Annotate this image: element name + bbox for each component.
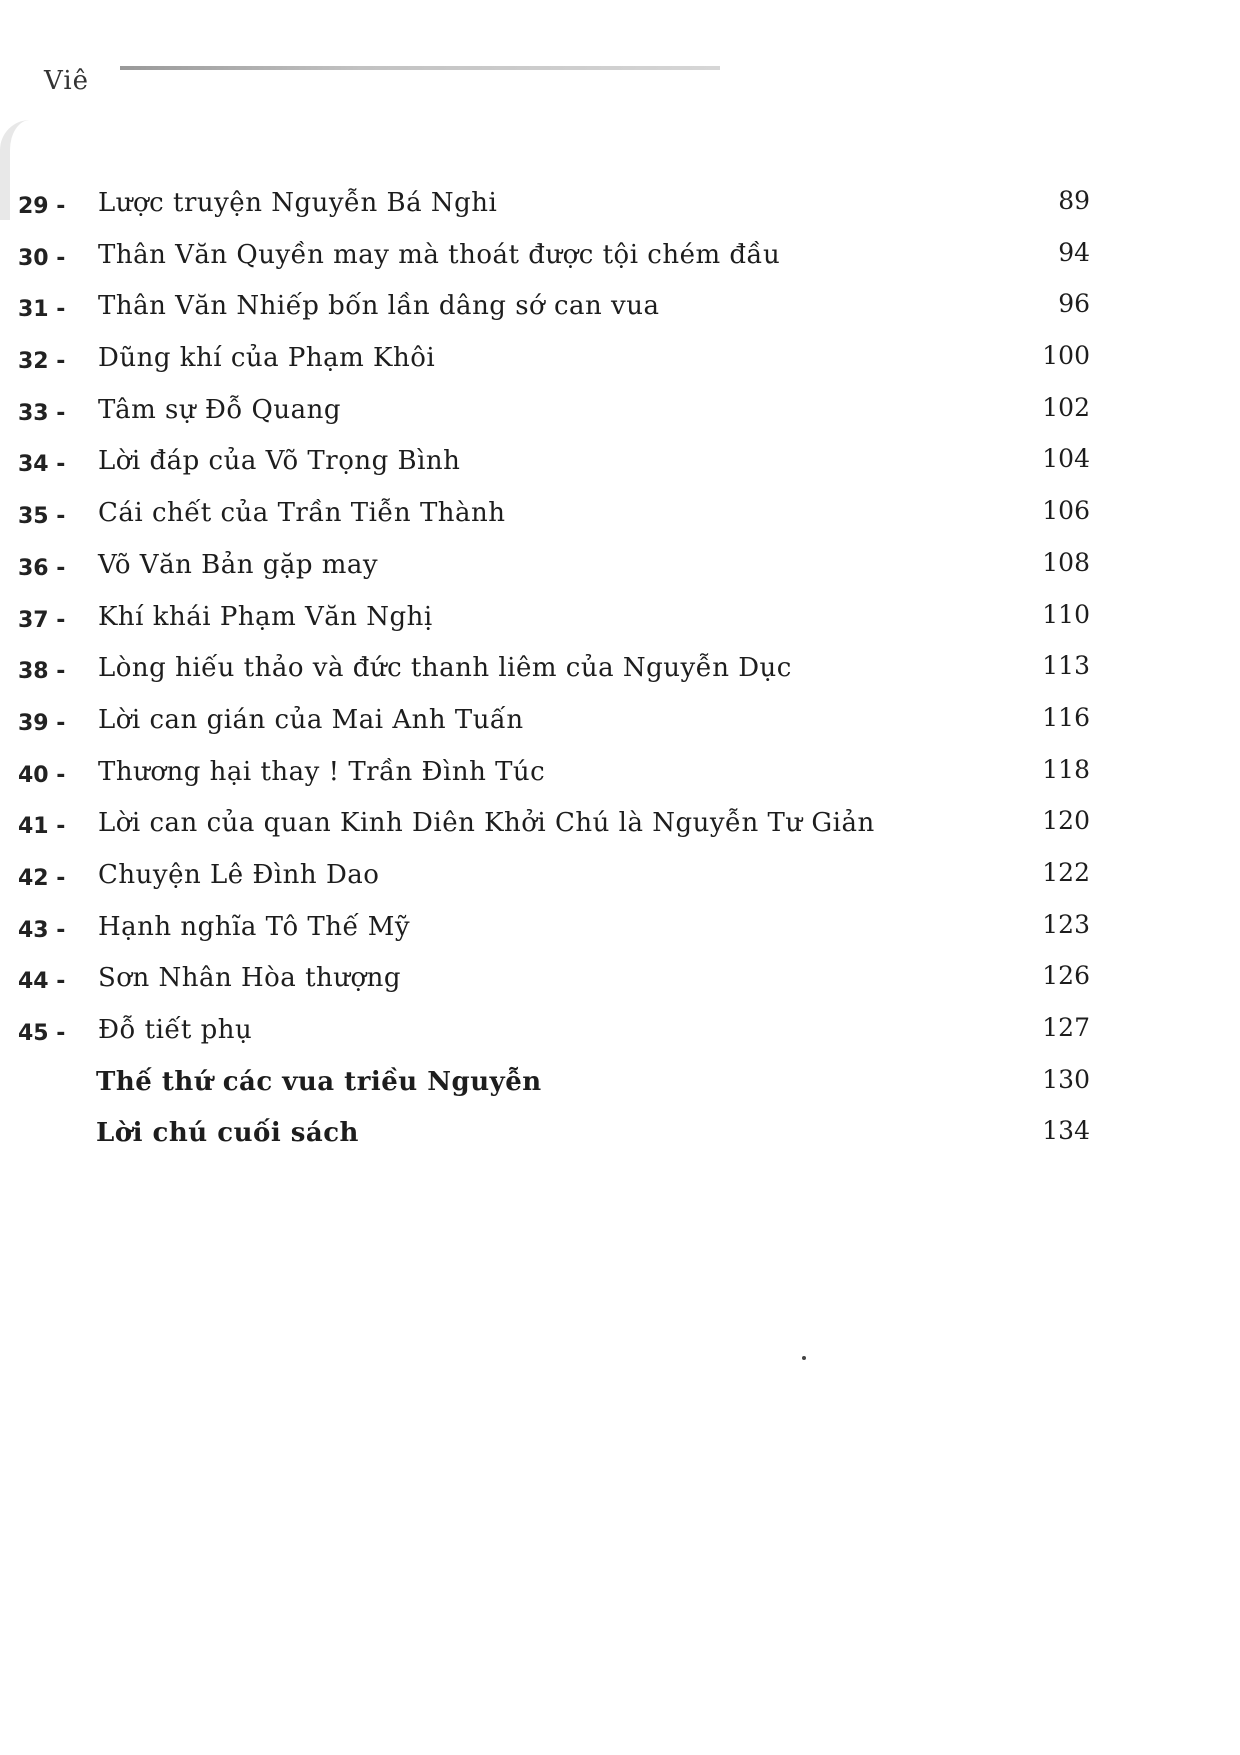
toc-entry-page: 118 xyxy=(1042,754,1090,784)
toc-appendix-page: 130 xyxy=(1042,1064,1090,1094)
toc-entry-page: 94 xyxy=(1058,237,1090,267)
toc-entry-title: Lời can của quan Kinh Diên Khởi Chú là Nguyễn Tư Giản xyxy=(98,808,875,839)
toc-entry-number: 37 - xyxy=(18,607,66,633)
toc-entry-number: 36 - xyxy=(18,555,66,581)
toc-entry-36 xyxy=(0,542,1240,594)
toc-entry-title: Lời can gián của Mai Anh Tuấn xyxy=(98,704,524,735)
toc-entry-39 xyxy=(0,697,1240,749)
toc-appendix-page: 134 xyxy=(1042,1116,1090,1146)
toc-entry-page: 110 xyxy=(1042,599,1090,629)
toc-entry-number: 30 - xyxy=(18,245,66,271)
toc-appendix-title: Lời chú cuối sách xyxy=(96,1118,359,1149)
toc-entry-number: 29 - xyxy=(18,194,66,219)
toc-entry-number: 45 - xyxy=(18,1021,66,1046)
toc-entry-title: Tâm sự Đỗ Quang xyxy=(98,394,341,425)
toc-entry-number: 42 - xyxy=(18,865,66,891)
toc-entry-number: 43 - xyxy=(18,917,66,943)
toc-entry-34 xyxy=(0,438,1240,490)
toc-entry-page: 126 xyxy=(1042,961,1090,991)
toc-entry-42 xyxy=(0,852,1240,904)
toc-entry-page: 104 xyxy=(1042,444,1090,474)
toc-appendix-title: Thế thứ các vua triều Nguyễn xyxy=(96,1066,542,1097)
toc-entry-page: 108 xyxy=(1042,547,1090,577)
toc-appendix-dynasty xyxy=(0,1059,1240,1111)
toc-entry-title: Hạnh nghĩa Tô Thế Mỹ xyxy=(98,911,411,942)
toc-entry-page: 96 xyxy=(1058,289,1090,319)
header-rule xyxy=(120,66,720,70)
toc-entry-43 xyxy=(0,904,1240,956)
toc-entry-title: Đỗ tiết phụ xyxy=(98,1015,253,1045)
toc-entry-31 xyxy=(0,283,1240,335)
toc-entry-title: Dũng khí của Phạm Khôi xyxy=(98,343,436,374)
toc-entry-number: 31 - xyxy=(18,297,66,323)
toc-entry-number: 40 - xyxy=(18,762,66,788)
toc-entry-page: 106 xyxy=(1042,496,1090,526)
toc-entry-number: 34 - xyxy=(18,452,66,478)
toc-entry-title: Chuyện Lê Đình Dao xyxy=(98,859,380,890)
toc-entry-title: Thân Văn Quyền may mà thoát được tội chém đầu xyxy=(98,239,781,270)
toc-entry-number: 44 - xyxy=(18,969,66,995)
toc-entry-page: 89 xyxy=(1058,186,1090,215)
toc-entry-number: 41 - xyxy=(18,814,66,840)
toc-entry-title: Võ Văn Bản gặp may xyxy=(98,549,379,580)
header-fragment: Viê xyxy=(44,66,90,96)
toc-entry-32 xyxy=(0,335,1240,387)
scan-speck xyxy=(802,1356,806,1360)
toc-entry-45 xyxy=(0,1007,1240,1059)
toc-entry-title: Sơn Nhân Hòa thượng xyxy=(98,963,402,994)
toc-entry-title: Lời đáp của Võ Trọng Bình xyxy=(98,446,461,477)
toc-entry-page: 120 xyxy=(1042,806,1090,836)
toc-entry-title: Cái chết của Trần Tiễn Thành xyxy=(98,498,506,529)
toc-entry-40 xyxy=(0,749,1240,801)
toc-entry-30 xyxy=(0,232,1240,284)
toc-entry-number: 35 - xyxy=(18,504,66,530)
toc-entry-33 xyxy=(0,387,1240,439)
toc-entry-page: 122 xyxy=(1042,857,1090,887)
toc-entry-number: 32 - xyxy=(18,349,66,375)
toc-entry-page: 113 xyxy=(1042,651,1090,681)
toc-entry-number: 39 - xyxy=(18,710,66,736)
toc-entry-title: Thân Văn Nhiếp bốn lần dâng sớ can vua xyxy=(98,291,660,322)
toc-entry-41 xyxy=(0,800,1240,852)
table-of-contents xyxy=(0,180,1240,1162)
toc-entry-title: Lòng hiếu thảo và đức thanh liêm của Nguyễn Dục xyxy=(98,653,792,684)
toc-entry-page: 102 xyxy=(1042,392,1090,422)
toc-entry-37 xyxy=(0,594,1240,646)
toc-entry-page: 100 xyxy=(1042,341,1090,371)
toc-entry-page: 127 xyxy=(1042,1013,1090,1042)
toc-entry-number: 33 - xyxy=(18,400,66,426)
toc-entry-29 xyxy=(0,180,1240,232)
toc-entry-title: Lược truyện Nguyễn Bá Nghi xyxy=(98,188,498,218)
toc-entry-44 xyxy=(0,955,1240,1007)
toc-entry-page: 116 xyxy=(1042,702,1090,732)
toc-entry-title: Thương hại thay ! Trần Đình Túc xyxy=(98,756,546,787)
toc-entry-title: Khí khái Phạm Văn Nghị xyxy=(98,601,433,632)
toc-entry-38 xyxy=(0,645,1240,697)
toc-entry-35 xyxy=(0,490,1240,542)
toc-appendix-endnotes xyxy=(0,1110,1240,1162)
toc-entry-page: 123 xyxy=(1042,909,1090,939)
toc-entry-number: 38 - xyxy=(18,659,66,685)
